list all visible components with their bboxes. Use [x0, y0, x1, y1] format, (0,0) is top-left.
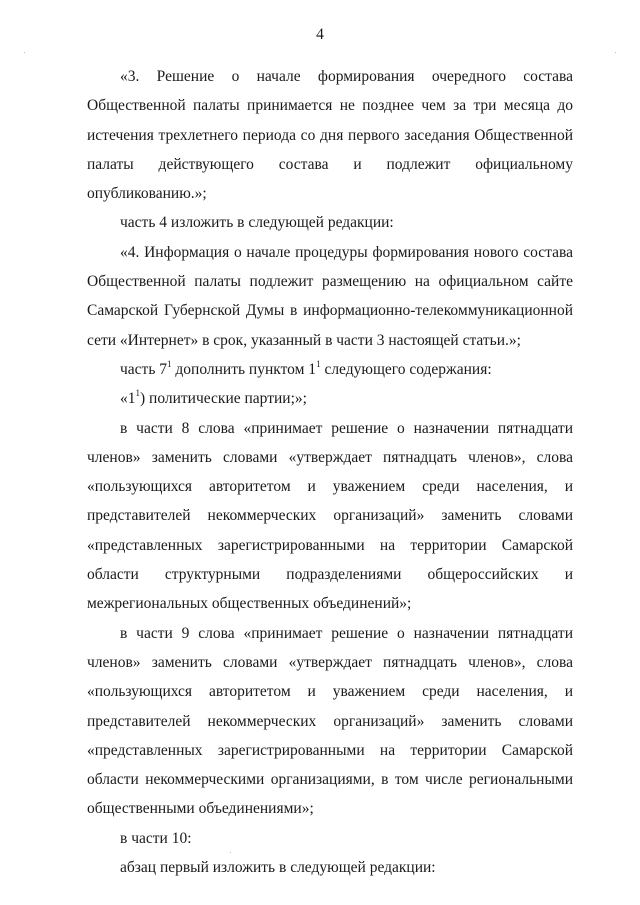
superscript: 1: [135, 388, 140, 399]
scan-speck: [230, 852, 231, 853]
paragraph-part-4-instruction: часть 4 изложить в следующей редакции:: [120, 214, 394, 232]
text-fragment: ) политические партии;»;: [140, 390, 307, 408]
scan-speck: [24, 52, 25, 53]
superscript: 1: [167, 358, 172, 369]
superscript: 1: [316, 358, 321, 369]
paragraph-part-7-1-instruction: [87, 355, 573, 384]
paragraph-item-1-1: [87, 384, 573, 413]
paragraph-part-10: в части 10:: [120, 829, 192, 847]
paragraph-part-9: в части 9 слова «принимает решение о назначении пятнадцати членов» заменить словами «утверждает пятнадцать членов», слова «пользующихся авторитетом и уважением среди населения, и представителей некоммерческих организаций» заменить словами «представленных зарегистрированными на территории Самарской области некоммерческими организациями, в том числе региональными общественными объединениями»;: [87, 624, 573, 818]
document-body: [87, 62, 573, 882]
paragraph-part-10-first-abstract: абзац первый изложить в следующей редакции:: [120, 859, 436, 877]
page-number: 4: [316, 26, 324, 43]
text-fragment: часть 7: [120, 360, 168, 378]
paragraph-part-8: в части 8 слова «принимает решение о назначении пятнадцати членов» заменить словами «утверждает пятнадцать членов», слова «пользующихся авторитетом и уважением среди населения, и представителей некоммерческих организаций» заменить словами «представленных зарегистрированными на территории Самарской области структурными подразделениями общероссийских и межрегиональных общественных объединений»;: [87, 419, 573, 613]
text-fragment: «1: [120, 390, 136, 408]
text-fragment: следующего содержания:: [320, 360, 492, 378]
text-fragment: дополнить пунктом 1: [171, 360, 317, 378]
scan-speck: [615, 52, 616, 53]
paragraph-part-4: «4. Информация о начале процедуры формирования нового состава Общественной палаты подлежит размещению на официальном сайте Самарской Губернской Думы в информационно-телекоммуникационной сети «Интернет» в срок, указанный в части 3 настоящей статьи.»;: [87, 243, 573, 349]
paragraph-part-3: «3. Решение о начале формирования очередного состава Общественной палаты принимается не позднее чем за три месяца до истечения трехлетнего периода со дня первого заседания Общественной палаты действующего состава и подлежит официальному опубликованию.»;: [87, 68, 573, 203]
